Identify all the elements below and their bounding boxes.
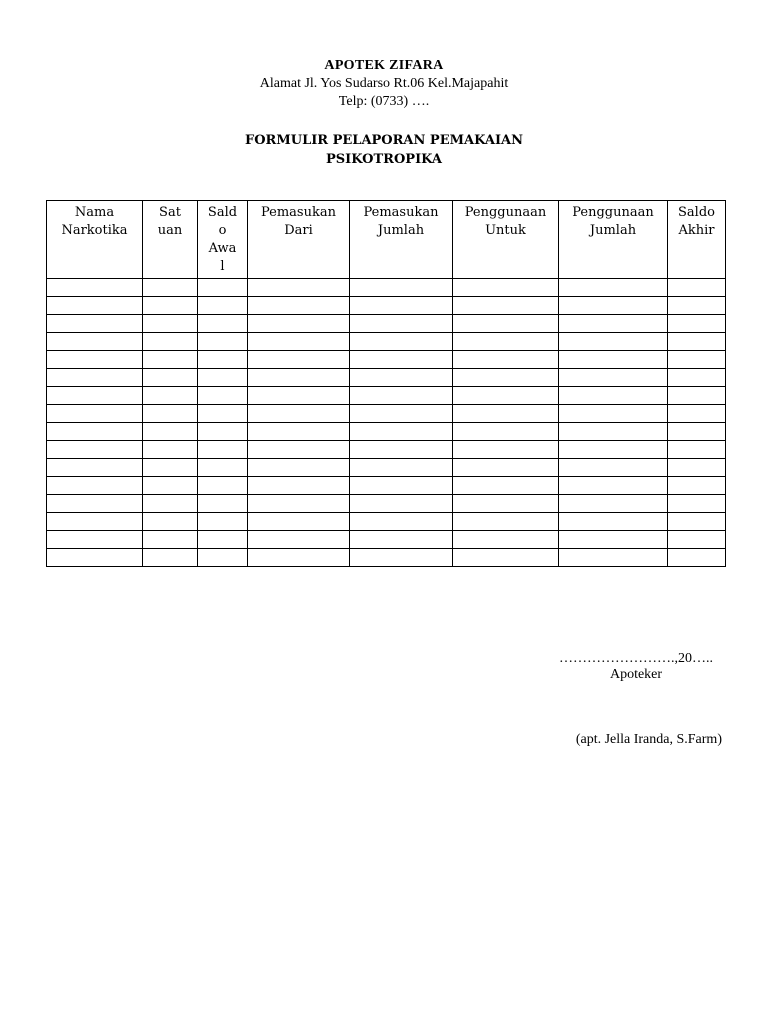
table-row [47, 459, 726, 477]
column-header-line: Dari [284, 223, 313, 238]
table-cell[interactable] [350, 369, 453, 387]
table-cell[interactable] [47, 459, 143, 477]
table-cell[interactable] [47, 477, 143, 495]
column-header-line: Jumlah [589, 223, 637, 238]
column-header-line: Pemasukan [363, 205, 439, 220]
table-cell[interactable] [47, 351, 143, 369]
column-header-line: Nama [74, 205, 115, 220]
table-cell[interactable] [453, 513, 559, 531]
table-cell[interactable] [453, 351, 559, 369]
table-cell[interactable] [47, 423, 143, 441]
table-cell[interactable] [453, 495, 559, 513]
table-cell[interactable] [668, 531, 726, 549]
table-cell[interactable] [350, 495, 453, 513]
form-title-line-2: PSIKOTROPIKA [325, 152, 443, 167]
table-cell[interactable] [453, 549, 559, 567]
table-cell[interactable] [248, 333, 350, 351]
table-cell[interactable] [198, 459, 248, 477]
table-cell[interactable] [248, 549, 350, 567]
table-cell[interactable] [559, 441, 668, 459]
column-header [668, 201, 726, 279]
column-header [47, 201, 143, 279]
table-cell[interactable] [559, 279, 668, 297]
table-cell[interactable] [47, 405, 143, 423]
column-header [143, 201, 198, 279]
table-cell[interactable] [350, 549, 453, 567]
column-header [350, 201, 453, 279]
table-cell[interactable] [350, 531, 453, 549]
table-cell[interactable] [143, 423, 198, 441]
table-cell[interactable] [350, 477, 453, 495]
table-cell[interactable] [143, 405, 198, 423]
table-cell[interactable] [47, 315, 143, 333]
table-cell[interactable] [47, 549, 143, 567]
table-row [47, 513, 726, 531]
table-cell[interactable] [350, 387, 453, 405]
table-cell[interactable] [248, 279, 350, 297]
form-title-line-1: FORMULIR PELAPORAN PEMAKAIAN [244, 133, 523, 148]
column-header [559, 201, 668, 279]
table-row [47, 495, 726, 513]
table-cell[interactable] [668, 441, 726, 459]
pharmacy-name: APOTEK ZIFARA [324, 58, 444, 73]
table-cell[interactable] [559, 513, 668, 531]
column-header-line: Jumlah [377, 223, 425, 238]
table-cell[interactable] [559, 477, 668, 495]
table-cell[interactable] [248, 441, 350, 459]
table-cell[interactable] [47, 333, 143, 351]
table-row [47, 333, 726, 351]
column-header-line: Pemasukan [261, 205, 336, 220]
table-cell[interactable] [47, 279, 143, 297]
table-cell[interactable] [47, 369, 143, 387]
signature-role: Apoteker [609, 667, 663, 682]
column-header-line: Narkotika [61, 223, 128, 238]
table-cell[interactable] [668, 333, 726, 351]
table-cell[interactable] [143, 549, 198, 567]
table-cell[interactable] [198, 315, 248, 333]
table-cell[interactable] [453, 333, 559, 351]
table-cell[interactable] [453, 477, 559, 495]
table-header-row [47, 201, 726, 279]
table-cell[interactable] [668, 369, 726, 387]
table-cell[interactable] [248, 459, 350, 477]
table-cell[interactable] [248, 369, 350, 387]
table-cell[interactable] [248, 477, 350, 495]
table-cell[interactable] [198, 333, 248, 351]
table-cell[interactable] [559, 459, 668, 477]
signature-date-line: …………………….,20….. [559, 651, 713, 666]
table-cell[interactable] [198, 441, 248, 459]
table-cell[interactable] [143, 459, 198, 477]
column-header-line: Sald [207, 205, 238, 220]
table-cell[interactable] [668, 477, 726, 495]
table-cell[interactable] [143, 513, 198, 531]
table-cell[interactable] [143, 315, 198, 333]
table-row [47, 405, 726, 423]
table-cell[interactable] [198, 495, 248, 513]
table-cell[interactable] [350, 423, 453, 441]
column-header-line: Akhir [678, 223, 715, 238]
table-cell[interactable] [248, 423, 350, 441]
pharmacy-address: Alamat Jl. Yos Sudarso Rt.06 Kel.Majapahit [259, 76, 509, 91]
table-cell[interactable] [198, 351, 248, 369]
table-cell[interactable] [248, 531, 350, 549]
table-cell[interactable] [47, 531, 143, 549]
column-header-line: Penggunaan [464, 205, 547, 220]
report-table [46, 200, 726, 567]
column-header-line: l [220, 259, 225, 274]
table-cell[interactable] [350, 297, 453, 315]
table-cell[interactable] [143, 441, 198, 459]
table-cell[interactable] [143, 333, 198, 351]
table-cell[interactable] [559, 405, 668, 423]
table-cell[interactable] [198, 549, 248, 567]
table-cell[interactable] [559, 369, 668, 387]
table-cell[interactable] [198, 369, 248, 387]
table-cell[interactable] [668, 513, 726, 531]
table-cell[interactable] [668, 387, 726, 405]
table-cell[interactable] [453, 387, 559, 405]
table-cell[interactable] [668, 279, 726, 297]
table-cell[interactable] [350, 315, 453, 333]
column-header-line: Untuk [485, 223, 526, 238]
table-cell[interactable] [248, 405, 350, 423]
table-cell[interactable] [453, 369, 559, 387]
table-cell[interactable] [453, 315, 559, 333]
table-cell[interactable] [47, 441, 143, 459]
table-row [47, 549, 726, 567]
table-body [47, 279, 726, 567]
table-row [47, 441, 726, 459]
column-header-line: Sat [159, 205, 181, 220]
table-cell[interactable] [198, 279, 248, 297]
table-cell[interactable] [559, 297, 668, 315]
column-header [198, 201, 248, 279]
table-cell[interactable] [47, 495, 143, 513]
table-cell[interactable] [350, 459, 453, 477]
table-cell[interactable] [559, 495, 668, 513]
table-cell[interactable] [453, 459, 559, 477]
table-cell[interactable] [453, 405, 559, 423]
table-cell[interactable] [668, 351, 726, 369]
table-cell[interactable] [198, 531, 248, 549]
column-header-line: Saldo [678, 205, 715, 220]
pharmacy-header [0, 57, 768, 111]
table-cell[interactable] [198, 477, 248, 495]
table-cell[interactable] [143, 351, 198, 369]
table-cell[interactable] [350, 513, 453, 531]
table-cell[interactable] [453, 441, 559, 459]
table-cell[interactable] [350, 333, 453, 351]
pharmacy-phone: Telp: (0733) …. [338, 94, 430, 109]
signer-name: (apt. Jella Iranda, S.Farm) [575, 732, 722, 747]
table-cell[interactable] [143, 279, 198, 297]
column-header-line: Awa [208, 241, 237, 256]
table-cell[interactable] [198, 387, 248, 405]
column-header [248, 201, 350, 279]
table-cell[interactable] [198, 513, 248, 531]
table-row [47, 531, 726, 549]
table-cell[interactable] [559, 531, 668, 549]
table-row [47, 477, 726, 495]
form-title [0, 131, 768, 169]
table-cell[interactable] [248, 513, 350, 531]
table-cell[interactable] [453, 423, 559, 441]
table-cell[interactable] [668, 495, 726, 513]
table-cell[interactable] [248, 387, 350, 405]
table-cell[interactable] [453, 531, 559, 549]
table-cell[interactable] [668, 549, 726, 567]
table-cell[interactable] [350, 441, 453, 459]
table-cell[interactable] [47, 387, 143, 405]
table-cell[interactable] [47, 513, 143, 531]
table-row [47, 315, 726, 333]
table-cell[interactable] [198, 297, 248, 315]
table-cell[interactable] [559, 333, 668, 351]
table-cell[interactable] [559, 351, 668, 369]
column-header-line: uan [157, 223, 183, 238]
table-cell[interactable] [143, 477, 198, 495]
table-cell[interactable] [248, 315, 350, 333]
table-cell[interactable] [668, 423, 726, 441]
table-cell[interactable] [668, 459, 726, 477]
table-cell[interactable] [143, 531, 198, 549]
table-row [47, 279, 726, 297]
table-cell[interactable] [453, 297, 559, 315]
column-header-line: Penggunaan [572, 205, 654, 220]
table-cell[interactable] [248, 297, 350, 315]
table-cell[interactable] [47, 297, 143, 315]
table-row [47, 351, 726, 369]
table-cell[interactable] [198, 423, 248, 441]
column-header-line: o [218, 223, 227, 238]
table-cell[interactable] [350, 351, 453, 369]
table-cell[interactable] [453, 279, 559, 297]
table-cell[interactable] [668, 405, 726, 423]
table-cell[interactable] [559, 387, 668, 405]
table-cell[interactable] [198, 405, 248, 423]
table-cell[interactable] [559, 423, 668, 441]
table-cell[interactable] [668, 315, 726, 333]
table-cell[interactable] [350, 405, 453, 423]
table-cell[interactable] [143, 495, 198, 513]
table-cell[interactable] [248, 351, 350, 369]
table-cell[interactable] [248, 495, 350, 513]
table-cell[interactable] [559, 315, 668, 333]
table-cell[interactable] [668, 297, 726, 315]
table-cell[interactable] [350, 279, 453, 297]
table-cell[interactable] [143, 297, 198, 315]
table-row [47, 297, 726, 315]
column-header [453, 201, 559, 279]
table-row [47, 423, 726, 441]
table-row [47, 369, 726, 387]
table-cell[interactable] [143, 369, 198, 387]
table-row [47, 387, 726, 405]
table-cell[interactable] [143, 387, 198, 405]
table-cell[interactable] [559, 549, 668, 567]
